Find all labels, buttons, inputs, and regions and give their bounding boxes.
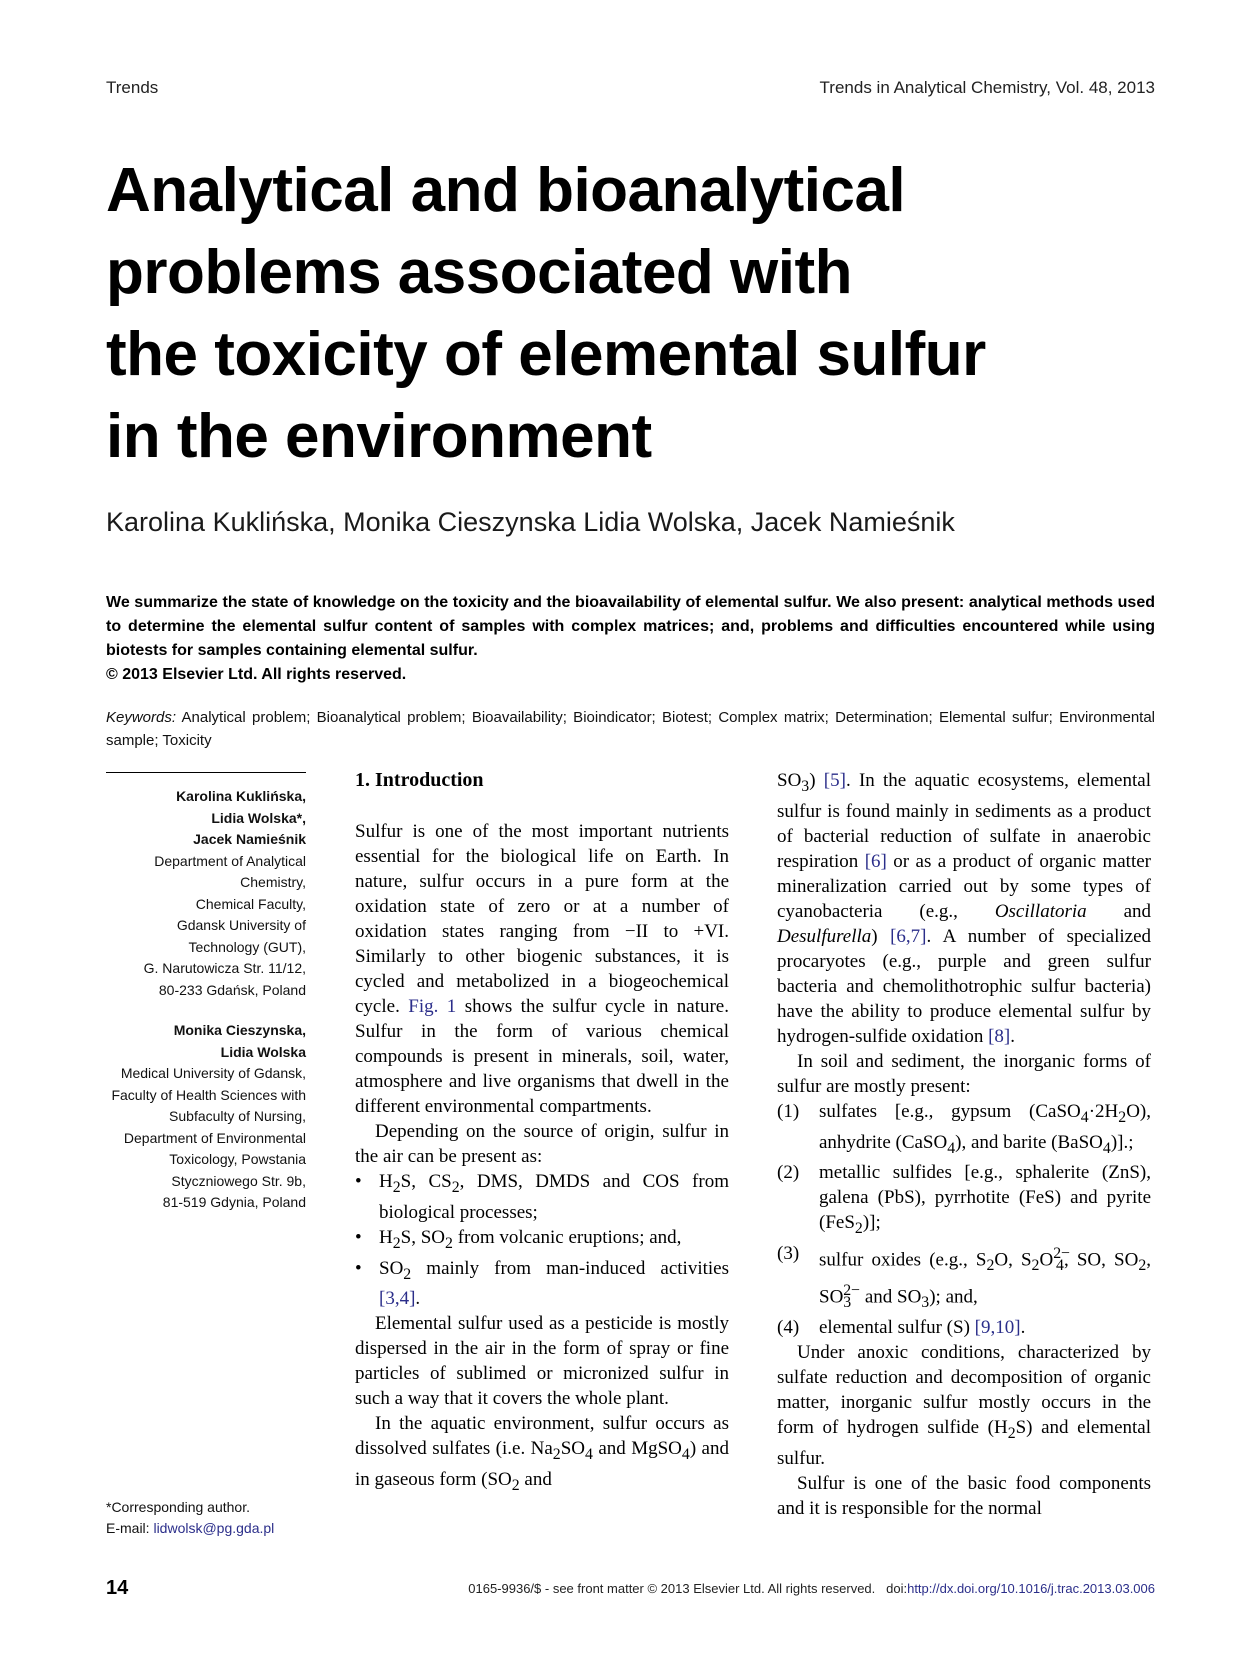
- doi-link[interactable]: http://dx.doi.org/10.1016/j.trac.2013.03.006: [907, 1581, 1155, 1596]
- paragraph: Elemental sulfur used as a pesticide is mostly dispersed in the air in the form of spray or fine particles of sublimed or micronized sulfur in such a way that it covers the whole plant.: [355, 1313, 729, 1410]
- list-item: • $H_2S$, $SO_2$ from volcanic eruptions; and,: [355, 1226, 682, 1252]
- email-line: [106, 1518, 326, 1539]
- title-line: Analytical and bioanalytical: [106, 156, 906, 225]
- affiliation-line: Chemistry,: [240, 874, 306, 890]
- title-line: problems associated with: [106, 238, 852, 307]
- footer-publication-info: [468, 1581, 1155, 1596]
- list-item: (4) elemental sulfur (S) [9,10].: [777, 1317, 1026, 1339]
- affiliation-line: Subfaculty of Nursing,: [169, 1108, 306, 1124]
- affiliation-line: Toxicology, Powstania: [169, 1151, 306, 1167]
- list-item: • $SO_2$ mainly from man-induced activities [3,4].: [355, 1257, 729, 1310]
- figure-link[interactable]: Fig. 1: [408, 996, 457, 1017]
- affiliation-line: 81-519 Gdynia, Poland: [162, 1194, 306, 1210]
- list-item: (2) metallic sulfides [e.g., sphalerite (ZnS), galena (PbS), pyrrhotite (FeS) and pyrite (FeS$_2$)];: [777, 1162, 1151, 1238]
- keywords-label: Keywords:: [106, 709, 177, 726]
- copyright-notice: © 2013 Elsevier Ltd. All rights reserved.: [106, 666, 407, 683]
- affiliation-line: 80-233 Gdańsk, Poland: [158, 981, 306, 998]
- bullet-list: [355, 1169, 729, 1311]
- citation-link[interactable]: [6,7]: [890, 925, 927, 947]
- numbered-list: [777, 1099, 1151, 1341]
- page-number: 14: [106, 1577, 129, 1599]
- corresponding-author-footnote: [106, 1497, 326, 1539]
- author-list: Karolina Kuklińska, Monika Cieszynska Lidia Wolska, Jacek Namieśnik: [106, 507, 955, 537]
- bullet-marker: •: [355, 1226, 362, 1248]
- list-item: (3) sulfur oxides (e.g., $S_2O$, $S_2O^{2-}_4$, SO, $SO_2$, $SO_3^{2-}$ and $SO_3$); and,: [777, 1243, 1151, 1312]
- doi-label: doi:: [886, 1581, 908, 1596]
- abstract: [106, 591, 1155, 687]
- citation-link[interactable]: [5]: [823, 770, 846, 791]
- affiliation-line: Department of Analytical: [154, 852, 306, 869]
- keywords: [106, 706, 1155, 752]
- bullet-marker: •: [355, 1171, 362, 1192]
- paragraph: In soil and sediment, the inorganic forms of sulfur are mostly present:: [777, 1050, 1151, 1097]
- abstract-text: We summarize the state of knowledge on the toxicity and the bioavailability of elemental sulfur. We also present: analytical methods used to determine the elemental sulfur content of samples with complex matrices; and, problems and difficulties encountered while using biotests for samples containing elemental sulfur.: [106, 594, 1155, 659]
- affiliation-line: G. Narutowicza Str. 11/12,: [143, 960, 306, 976]
- list-item: • $H_2S$, $CS_2$, DMS, DMDS and COS from biological processes;: [355, 1171, 729, 1223]
- affiliation-author: Karolina Kuklińska,: [176, 788, 306, 804]
- affiliation-author: Monika Cieszynska,: [173, 1022, 306, 1038]
- list-item: (1) sulfates [e.g., gypsum $(CaSO_4\cdot 2H_2O)$, anhydrite (CaSO$_4$), and barite (BaSO$_4$)].;: [777, 1100, 1151, 1157]
- running-head-section: Trends: [106, 78, 159, 97]
- affiliation-line: Gdansk University of: [176, 917, 306, 933]
- affiliation-line: Medical University of Gdansk,: [120, 1065, 306, 1081]
- affiliation-author: Lidia Wolska: [220, 1043, 306, 1060]
- affiliation-author: Jacek Namieśnik: [193, 831, 306, 847]
- section-heading: 1. Introduction: [355, 769, 484, 791]
- paragraph: Under anoxic conditions, characterized by sulfate reduction and decomposition of organic matter, inorganic sulfur mostly occurs in the form of hydrogen sulfide $(H_2S)$ and elemental sulfur.: [777, 1342, 1151, 1470]
- article-title: [106, 150, 1106, 478]
- title-line: in the environment: [106, 402, 652, 471]
- affiliation-mug: [100, 1020, 306, 1214]
- paragraph: Sulfur is one of the most important nutrients essential for the biological life on Earth. In nature, sulfur occurs in a pure form at the oxidation state of zero or at a number of oxidation states ranging from −II to +VI. Similarly to other biogenic substances, it is cycled and metabolized in a biogeochemical cycle. Fig. 1 shows the sulfur cycle in nature. Sulfur in the form of various chemical compounds is present in minerals, soil, water, atmosphere and live organisms that dwell in the different environmental compartments.: [355, 821, 729, 1117]
- issn-notice: 0165-9936/$ - see front matter © 2013 Elsevier Ltd. All rights reserved.: [468, 1581, 876, 1596]
- running-head-journal: Trends in Analytical Chemistry, Vol. 48, 2013: [819, 78, 1155, 97]
- citation-link[interactable]: [9,10]: [974, 1317, 1021, 1339]
- body-column-right: [777, 768, 1151, 1521]
- affiliations: [100, 786, 306, 1233]
- email-link[interactable]: lidwolsk@pg.gda.pl: [153, 1520, 275, 1536]
- affiliation-author: Lidia Wolska*,: [211, 809, 306, 826]
- affiliation-line: Styczniowego Str. 9b,: [171, 1172, 306, 1189]
- bullet-marker: •: [355, 1257, 362, 1279]
- email-label: E-mail:: [106, 1520, 154, 1536]
- affiliation-line: Faculty of Health Sciences with: [111, 1086, 306, 1103]
- affiliation-gut: [100, 786, 306, 1001]
- keywords-text: Analytical problem; Bioanalytical problem; Bioavailability; Bioindicator; Biotest; Complex matrix; Determination; Elemental sulfur; Environmental sample; Toxicity: [106, 709, 1156, 749]
- citation-link[interactable]: [8]: [988, 1025, 1011, 1047]
- affiliation-line: Technology (GUT),: [188, 938, 306, 955]
- paragraph: Sulfur is one of the basic food components and it is responsible for the normal: [777, 1473, 1151, 1520]
- affiliation-line: Department of Environmental: [123, 1129, 306, 1146]
- paragraph: In the aquatic environment, sulfur occurs as dissolved sulfates (i.e. $Na_2SO_4$ and MgSO$_4$) and in gaseous form ($SO_2$ and: [355, 1413, 729, 1494]
- paragraph: $SO_3$) [5]. In the aquatic ecosystems, elemental sulfur is found mainly in sediments as a product of bacterial reduction of sulfate in anaerobic respiration [6] or as a product of organic matter mineralization carried out by some types of cyanobacteria (e.g., Oscillatoria and Desulfurella) [6,7]. A number of specialized procaryotes (e.g., purple and green sulfur bacteria and chemolithotrophic sulfur bacteria) have the ability to produce elemental sulfur by hydrogen-sulfide oxidation [8].: [777, 770, 1151, 1047]
- paragraph: Depending on the source of origin, sulfur in the air can be present as:: [355, 1121, 729, 1167]
- title-line: the toxicity of elemental sulfur: [106, 320, 986, 389]
- citation-link[interactable]: [3,4]: [379, 1288, 416, 1310]
- body-column-left: [355, 768, 729, 1498]
- sidebar-divider: [106, 772, 306, 773]
- affiliation-line: Chemical Faculty,: [195, 895, 306, 912]
- corresponding-author-label: *Corresponding author.: [106, 1499, 250, 1515]
- citation-link[interactable]: [6]: [864, 850, 887, 872]
